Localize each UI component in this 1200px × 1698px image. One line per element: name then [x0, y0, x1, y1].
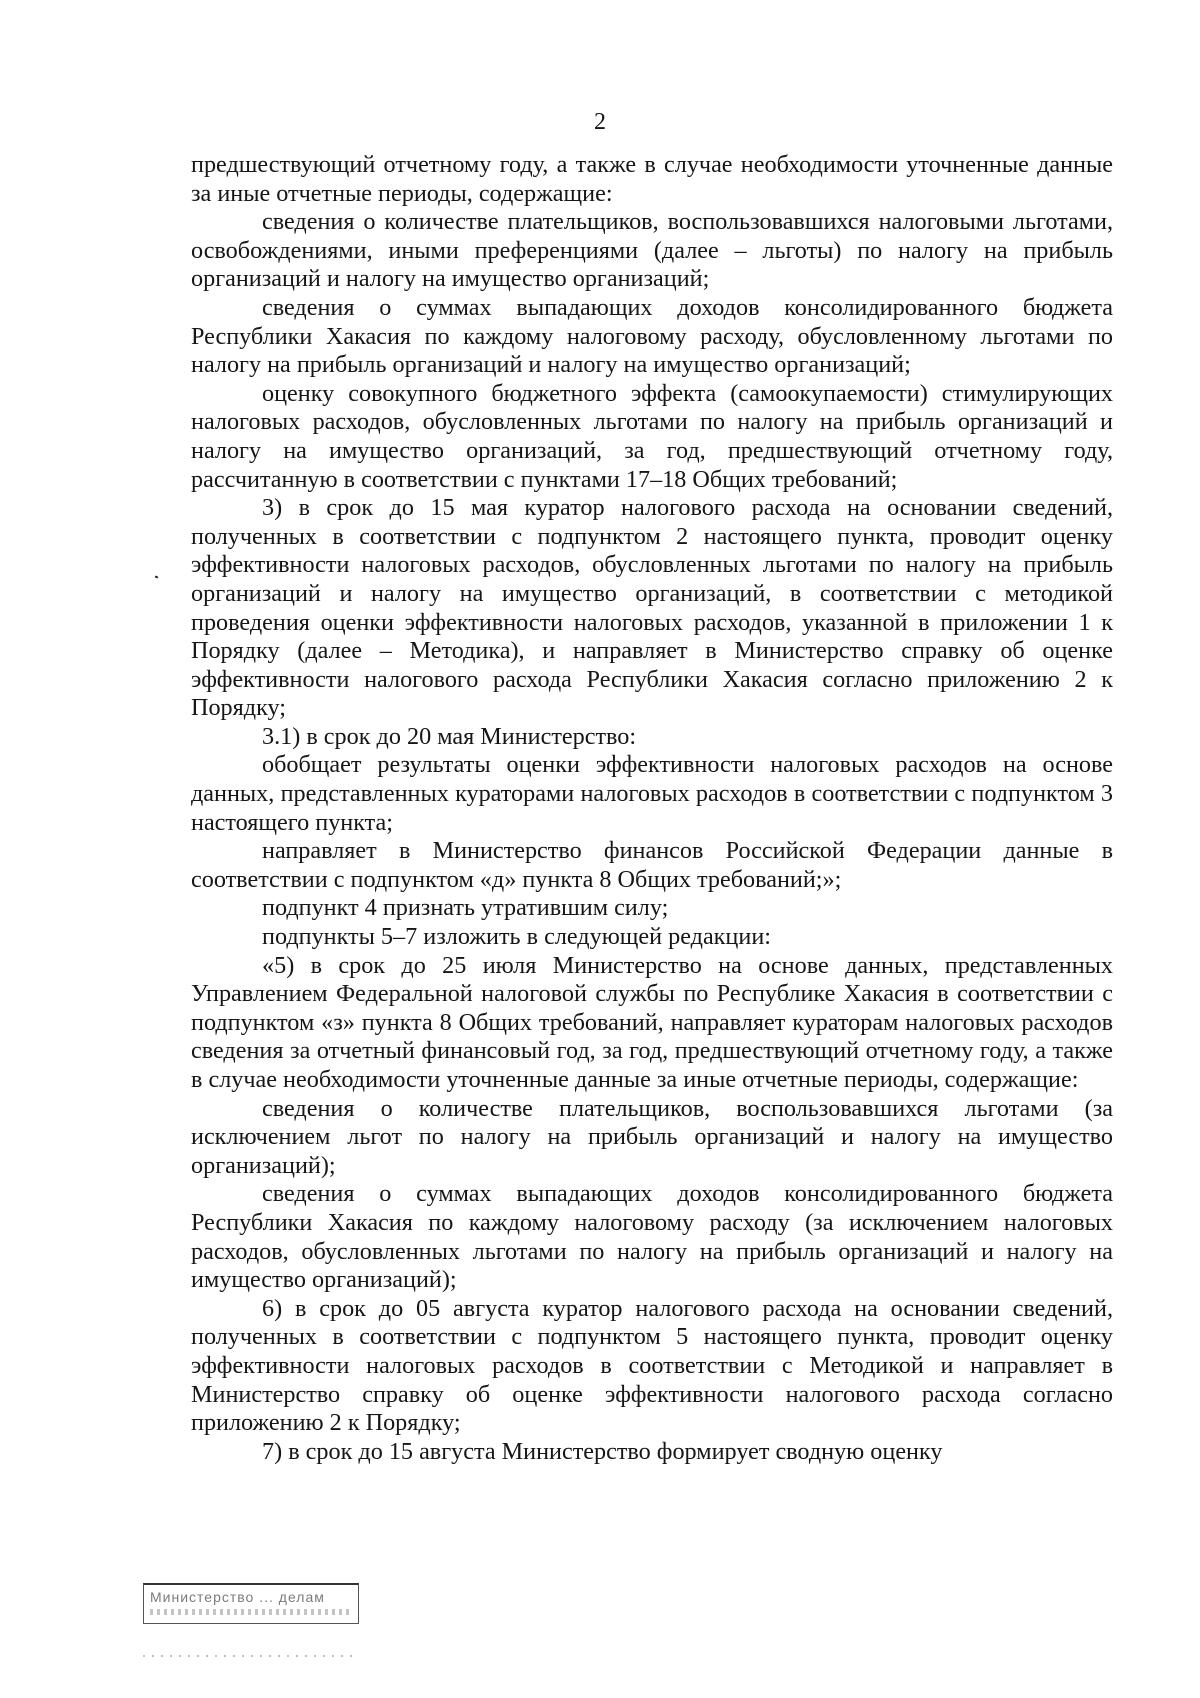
- paragraph: 3.1) в срок до 20 мая Министерство:: [262, 722, 637, 750]
- scan-speck: [155, 575, 159, 578]
- paragraph: подпункт 4 признать утратившим силу;: [262, 894, 669, 922]
- paragraph: подпункты 5–7 изложить в следующей редакции:: [262, 923, 771, 951]
- registration-stamp: [143, 1583, 359, 1624]
- page-number: 2: [594, 109, 606, 135]
- paragraph: направляет в Министерство финансов Российской Федерации данные в соответствии с подпунктом «д» пункта 8 Общих требований;»;: [191, 837, 1113, 893]
- paragraph: предшествующий отчетному году, а также в случае необходимости уточненные данные за иные отчетные периоды, содержащие:: [191, 151, 1113, 207]
- stamp-text: Министерство ... делам: [150, 1589, 325, 1605]
- paragraph: сведения о количестве плательщиков, воспользовавшихся льготами (за исключением льгот по налогу на прибыль организаций и налогу на имущество организаций);: [191, 1094, 1113, 1179]
- paragraph: 3) в срок до 15 мая куратор налогового расхода на основании сведений, полученных в соответствии с подпунктом 2 настоящего пункта, проводит оценку эффективности налоговых расходов, обусловленных льготами по налогу на прибыль организаций и налогу на имущество организаций, в соответствии с методикой проведения оценки эффективности налоговых расходов, указанной в приложении 1 к Порядку (далее – Методика), и направляет в Министерство справку об оценке эффективности налогового расхода Республики Хакасия согласно приложению 2 к Порядку;: [191, 494, 1113, 722]
- paragraph: оценку совокупного бюджетного эффекта (самоокупаемости) стимулирующих налоговых расходов, обусловленных льготами по налогу на прибыль организаций и налогу на имущество организаций, за год, предшествующий отчетному году, рассчитанную в соответствии с пунктами 17–18 Общих требований;: [191, 379, 1113, 493]
- stamp-faded-line: [150, 1609, 352, 1615]
- stamp-dotted-line: [143, 1655, 357, 1657]
- paragraph: «5) в срок до 25 июля Министерство на основе данных, представленных Управлением Федеральной налоговой службы по Республике Хакасия в соответствии с подпунктом «з» пункта 8 Общих требований, направляет кураторам налоговых расходов сведения за отчетный финансовый год, за год, предшествующий отчетному году, а также в случае необходимости уточненные данные за иные отчетные периоды, содержащие:: [191, 951, 1113, 1093]
- paragraph: 6) в срок до 05 августа куратор налогового расхода на основании сведений, полученных в соответствии с подпунктом 5 настоящего пункта, проводит оценку эффективности налоговых расходов в соответствии с Методикой и направляет в Министерство справку об оценке эффективности налогового расхода согласно приложению 2 к Порядку;: [191, 1294, 1113, 1437]
- paragraph: 7) в срок до 15 августа Министерство формирует сводную оценку: [262, 1437, 943, 1465]
- paragraph: сведения о суммах выпадающих доходов консолидированного бюджета Республики Хакасия по каждому налоговому расходу (за исключением налоговых расходов, обусловленных льготами по налогу на прибыль организаций и налогу на имущество организаций);: [191, 1180, 1113, 1294]
- paragraph: сведения о суммах выпадающих доходов консолидированного бюджета Республики Хакасия по каждому налоговому расходу, обусловленному льготами по налогу на прибыль организаций и налогу на имущество организаций;: [191, 293, 1113, 379]
- paragraph: сведения о количестве плательщиков, воспользовавшихся налоговыми льготами, освобождениями, иными преференциями (далее – льготы) по налогу на прибыль организаций и налогу на имущество организаций;: [191, 208, 1113, 293]
- document-body: [191, 151, 1113, 1466]
- paragraph: обобщает результаты оценки эффективности налоговых расходов на основе данных, представленных кураторами налоговых расходов в соответствии с подпунктом 3 настоящего пункта;: [191, 751, 1113, 836]
